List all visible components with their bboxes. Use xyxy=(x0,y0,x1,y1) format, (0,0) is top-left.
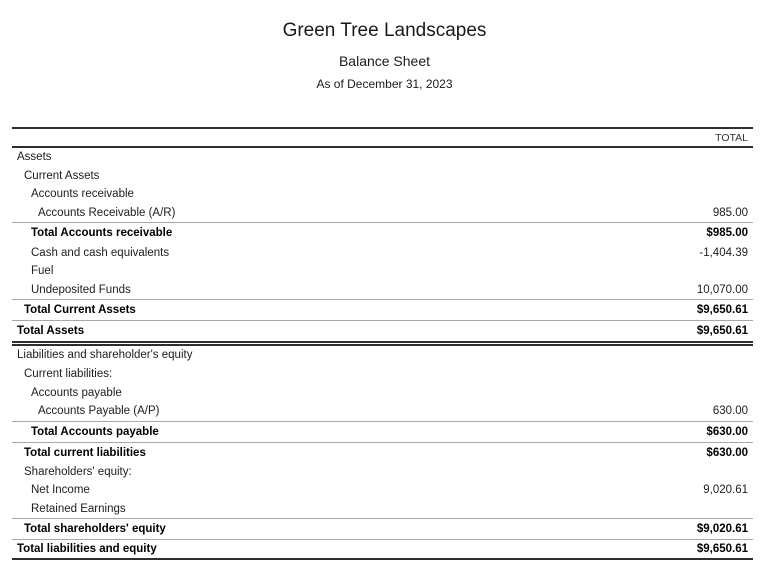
row-value: $630.00 xyxy=(706,446,748,459)
table-row[interactable] xyxy=(12,442,753,463)
table-row[interactable] xyxy=(12,421,753,442)
row-label: Accounts Receivable (A/R) xyxy=(38,207,176,220)
row-value: $9,650.61 xyxy=(696,304,748,317)
row-label: Liabilities and shareholder's equity xyxy=(17,349,193,362)
row-label: Total liabilities and equity xyxy=(17,543,157,556)
report-title: Balance Sheet xyxy=(338,53,431,69)
row-label: Cash and cash equivalents xyxy=(31,246,170,259)
table-row[interactable] xyxy=(12,320,753,341)
report-header xyxy=(0,0,769,92)
row-value: 9,020.61 xyxy=(703,484,748,497)
table-row[interactable] xyxy=(12,383,753,402)
row-value: 985.00 xyxy=(712,207,748,220)
table-row[interactable] xyxy=(12,222,753,243)
row-label: Total current liabilities xyxy=(24,446,146,459)
table-row[interactable] xyxy=(12,539,753,560)
row-label: Total Accounts payable xyxy=(31,425,159,438)
table-row[interactable] xyxy=(12,518,753,539)
row-value: $9,020.61 xyxy=(696,523,748,536)
row-label: Accounts Payable (A/P) xyxy=(38,405,160,418)
table-row[interactable] xyxy=(12,185,753,204)
table-row[interactable] xyxy=(12,167,753,186)
company-name: Green Tree Landscapes xyxy=(282,20,487,41)
table-row[interactable] xyxy=(12,299,753,320)
table-row[interactable] xyxy=(12,243,753,262)
table-row[interactable] xyxy=(12,500,753,519)
report-date: As of December 31, 2023 xyxy=(316,77,453,91)
row-label: Current Assets xyxy=(24,169,100,182)
table-row[interactable] xyxy=(12,365,753,384)
row-label: Assets xyxy=(17,151,52,164)
table-header-row xyxy=(12,127,753,148)
table-row[interactable] xyxy=(12,481,753,500)
row-value: $9,650.61 xyxy=(696,543,748,556)
row-label: Total Accounts receivable xyxy=(31,227,173,240)
row-label: Total shareholders' equity xyxy=(24,523,166,536)
row-label: Retained Earnings xyxy=(31,503,126,516)
row-label: Total Assets xyxy=(17,325,85,338)
row-value: $9,650.61 xyxy=(696,325,748,338)
table-row[interactable] xyxy=(12,346,753,365)
row-label: Net Income xyxy=(31,484,90,497)
row-label: Fuel xyxy=(31,265,54,278)
table-row[interactable] xyxy=(12,402,753,421)
row-value: $630.00 xyxy=(706,425,748,438)
balance-sheet-table xyxy=(12,127,753,560)
row-value: 10,070.00 xyxy=(696,283,748,296)
row-label: Undeposited Funds xyxy=(31,283,131,296)
table-row[interactable] xyxy=(12,204,753,223)
row-label: Accounts payable xyxy=(31,386,122,399)
table-row[interactable] xyxy=(12,281,753,300)
balance-sheet-rows xyxy=(12,148,753,560)
row-label: Shareholders' equity: xyxy=(24,465,132,478)
row-value: $985.00 xyxy=(706,227,748,240)
table-row[interactable] xyxy=(12,148,753,167)
row-label: Current liabilities: xyxy=(24,368,113,381)
row-label: Total Current Assets xyxy=(24,304,136,317)
row-value: -1,404.39 xyxy=(699,246,748,259)
table-row[interactable] xyxy=(12,262,753,281)
row-label: Accounts receivable xyxy=(31,188,134,201)
table-row[interactable] xyxy=(12,463,753,482)
total-column-header: TOTAL xyxy=(715,131,748,144)
row-value: 630.00 xyxy=(712,405,748,418)
